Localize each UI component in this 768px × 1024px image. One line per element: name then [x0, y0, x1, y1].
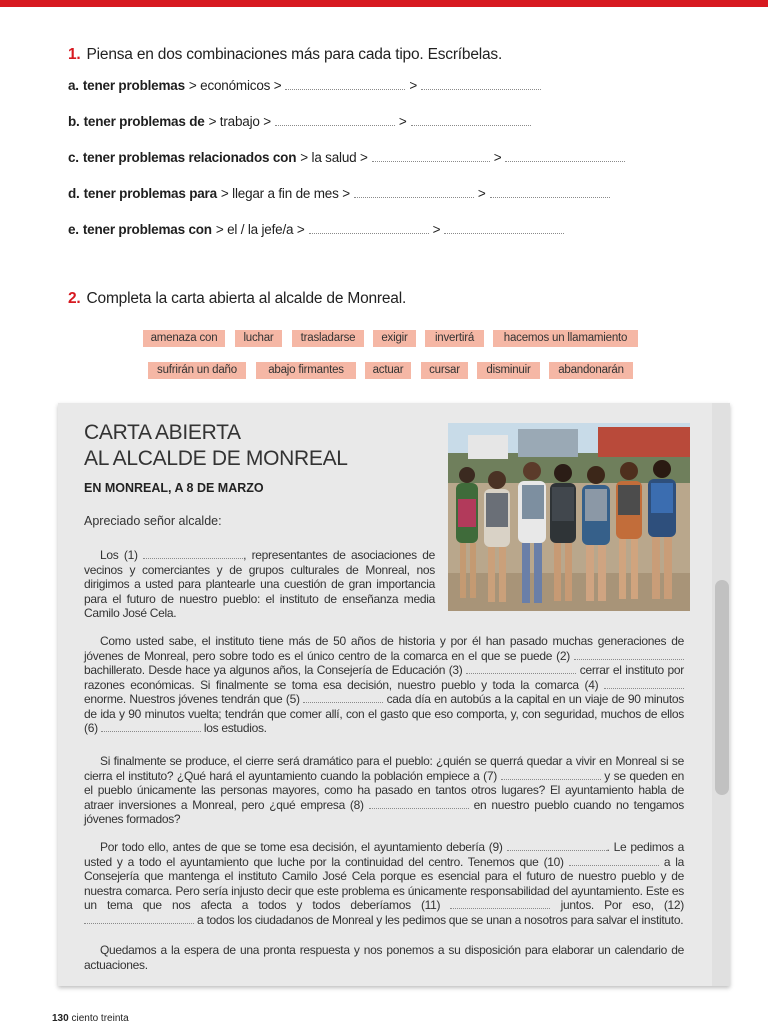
word-chip: hacemos un llamamiento	[493, 330, 638, 347]
answer-blank[interactable]	[275, 116, 395, 126]
word-chip: abandonarán	[549, 362, 633, 379]
gap-1[interactable]	[143, 550, 243, 559]
scrollbar[interactable]	[712, 403, 730, 986]
exercise-2-number: 2.	[68, 290, 81, 307]
letter-date: EN MONREAL, A 8 DE MARZO	[84, 481, 264, 495]
letter-paragraph-3: Si finalmente se produce, el cierre será dramático para el pueblo: ¿quién se querrá quedar a vivir en Monreal si se cierra el instituto? ¿Qué hará el ayuntamiento cuando la población empiece a (7) y se queden en el pueblo únicamente las personas mayores, como ha pasado en tantos otros lugares? El ayuntamiento habla de atraer inversiones a Monreal, pero ¿qué empresa (8) en nuestro pueblo cuando no tengamos jóvenes formados?	[84, 754, 684, 826]
exercise-1-item-c: c. tener problemas relacionados con > la salud > >	[68, 150, 708, 186]
exercise-2	[68, 290, 708, 308]
answer-blank[interactable]	[421, 80, 541, 90]
letter-paragraph-1: Los (1) , representantes de asociaciones de vecinos y comerciantes y de grupos culturales de Monreal, nos dirigimos a usted para plantearle una cuestión de gran importancia para el futuro de nuestro pueblo: el instituto de enseñanza media Camilo José Cela.	[84, 548, 435, 620]
answer-blank[interactable]	[411, 116, 531, 126]
exercise-1-instruction: 1. Piensa en dos combinaciones más para cada tipo. Escríbelas.	[68, 46, 503, 63]
word-chip: abajo firmantes	[256, 362, 356, 379]
word-chip: trasladarse	[292, 330, 364, 347]
word-chip: actuar	[365, 362, 411, 379]
exercise-1-items	[68, 78, 708, 258]
answer-blank[interactable]	[372, 152, 490, 162]
page-number: 130	[52, 1013, 69, 1024]
exercise-1-item-b: b. tener problemas de > trabajo > >	[68, 114, 708, 150]
gap-8[interactable]	[369, 800, 469, 809]
gap-7[interactable]	[501, 771, 601, 780]
top-accent-bar	[0, 0, 768, 7]
answer-blank[interactable]	[285, 80, 405, 90]
word-chip: cursar	[421, 362, 468, 379]
answer-blank[interactable]	[309, 224, 429, 234]
gap-4[interactable]	[604, 680, 684, 689]
letter-title: CARTA ABIERTA AL ALCALDE DE MONREAL	[84, 421, 348, 470]
letter-paragraph-4: Por todo ello, antes de que se tome esa decisión, el ayuntamiento debería (9) . Le pedimos a usted y a todo el ayuntamiento que luche por la continuidad del centro. Tenemos que (10) a la Consejería que mantenga el instituto Camilo José Cela porque es esencial para el futuro de nuestro pueblo y de nuestra comarca. Pero sería injusto decir que este problema es únicamente responsabilidad del ayuntamiento. Este es un tema que nos afecta a todos y todos deberíamos (11) juntos. Por eso, (12) a todos los ciudadanos de Monreal y les pedimos que se unan a nosotros para salvar el instituto.	[84, 840, 684, 927]
exercise-2-instruction: 2. Completa la carta abierta al alcalde de Monreal.	[68, 290, 407, 307]
letter-greeting: Apreciado señor alcalde:	[84, 514, 222, 528]
gap-11[interactable]	[450, 900, 550, 909]
letter-paragraph-5: Quedamos a la espera de una pronta respuesta y nos ponemos a su disposición para elaborar un calendario de actuaciones.	[84, 943, 684, 972]
students-walking-image	[448, 423, 690, 611]
scrollbar-thumb[interactable]	[715, 580, 729, 795]
gap-2[interactable]	[574, 651, 684, 660]
page-footer	[52, 1013, 129, 1024]
gap-10[interactable]	[569, 857, 659, 866]
gap-9[interactable]	[507, 842, 607, 851]
word-chip: exigir	[373, 330, 416, 347]
page-number-words: ciento treinta	[71, 1013, 129, 1024]
letter-paragraph-2: Como usted sabe, el instituto tiene más de 50 años de historia y por él han pasado muchas generaciones de jóvenes de Monreal, pero sobre todo es el único centro de la comarca en el que se puede (2) bachillerato. Desde hace ya algunos años, la Consejería de Educación (3) cerrar el instituto por razones económicas. Si finalmente se toma esa decisión, nuestro pueblo y toda la comarca (4) enorme. Nuestros jóvenes tendrán que (5) cada día en autobús a la capital en un viaje de 90 minutos de ida y 90 minutos vuelta; tendrán que comer allí, con el gasto que eso comporta, y, con seguridad, muchos de ellos (6) los estudios.	[84, 634, 684, 735]
word-chip: amenaza con	[143, 330, 225, 347]
answer-blank[interactable]	[505, 152, 625, 162]
word-chip: invertirá	[425, 330, 484, 347]
word-chip: disminuir	[477, 362, 540, 379]
word-chip: luchar	[235, 330, 282, 347]
exercise-1-item-a: a. tener problemas > económicos > >	[68, 78, 708, 114]
exercise-1	[68, 46, 708, 258]
word-chip: sufrirán un daño	[148, 362, 246, 379]
exercise-1-item-e: e. tener problemas con > el / la jefe/a > >	[68, 222, 708, 258]
exercise-1-item-d: d. tener problemas para > llegar a fin de mes > >	[68, 186, 708, 222]
gap-5[interactable]	[303, 694, 383, 703]
answer-blank[interactable]	[444, 224, 564, 234]
answer-blank[interactable]	[354, 188, 474, 198]
exercise-1-number: 1.	[68, 46, 81, 63]
answer-blank[interactable]	[490, 188, 610, 198]
gap-12[interactable]	[84, 915, 194, 924]
students-photo	[448, 423, 690, 611]
gap-3[interactable]	[466, 665, 576, 674]
gap-6[interactable]	[101, 723, 201, 732]
